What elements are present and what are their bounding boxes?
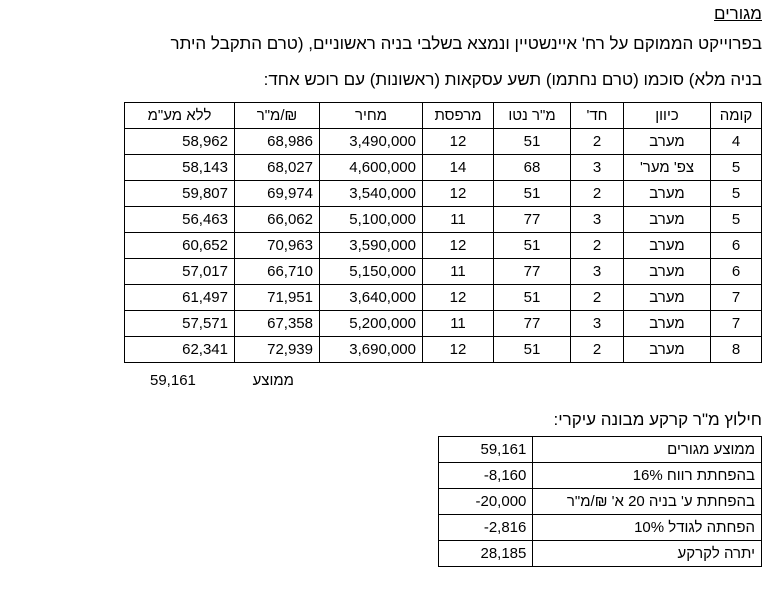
transactions-table-body [125, 129, 762, 363]
cell-balcony: 12 [423, 181, 494, 207]
cell-price-per-sqm: 70,963 [235, 233, 320, 259]
cell-price-per-sqm: 66,710 [235, 259, 320, 285]
cell-price: 3,490,000 [320, 129, 423, 155]
extraction-value: -2,816 [439, 515, 533, 541]
cell-rooms: 3 [571, 207, 624, 233]
header-balcony: מרפסת [423, 103, 494, 129]
cell-balcony: 11 [423, 259, 494, 285]
cell-balcony: 12 [423, 233, 494, 259]
cell-direction: מערב [624, 233, 711, 259]
cell-floor: 7 [711, 285, 762, 311]
cell-balcony: 12 [423, 337, 494, 363]
cell-floor: 4 [711, 129, 762, 155]
cell-price: 3,690,000 [320, 337, 423, 363]
cell-net-sqm: 68 [494, 155, 571, 181]
extraction-row [439, 463, 762, 489]
cell-price: 5,100,000 [320, 207, 423, 233]
extraction-label: בהפחתת ע' בניה 20 א' ₪/מ"ר [533, 489, 762, 515]
cell-rooms: 2 [571, 129, 624, 155]
header-net-sqm: מ"ר נטו [494, 103, 571, 129]
cell-price: 4,600,000 [320, 155, 423, 181]
cell-rooms: 3 [571, 259, 624, 285]
header-without-vat: ללא מע"מ [125, 103, 235, 129]
extraction-row [439, 489, 762, 515]
cell-price-per-sqm: 68,027 [235, 155, 320, 181]
extraction-table-body [439, 437, 762, 567]
extraction-value: -8,160 [439, 463, 533, 489]
cell-without-vat: 58,962 [125, 129, 235, 155]
cell-balcony: 11 [423, 207, 494, 233]
cell-price: 5,200,000 [320, 311, 423, 337]
extraction-row [439, 437, 762, 463]
table-row [125, 233, 762, 259]
cell-floor: 5 [711, 181, 762, 207]
table-header-row [125, 103, 762, 129]
cell-direction: מערב [624, 285, 711, 311]
header-floor: קומה [711, 103, 762, 129]
cell-without-vat: 61,497 [125, 285, 235, 311]
table-row [125, 129, 762, 155]
cell-without-vat: 60,652 [125, 233, 235, 259]
extraction-value: 28,185 [439, 541, 533, 567]
paragraph-line-1: בפרוייקט הממוקם על רח' איינשטיין ונמצא בשלבי בניה ראשוניים, (טרם התקבל היתר [170, 34, 762, 53]
average-value: 59,161 [150, 372, 196, 389]
cell-floor: 7 [711, 311, 762, 337]
cell-balcony: 12 [423, 129, 494, 155]
cell-without-vat: 57,571 [125, 311, 235, 337]
extraction-value: 59,161 [439, 437, 533, 463]
header-rooms: חד' [571, 103, 624, 129]
cell-net-sqm: 77 [494, 207, 571, 233]
cell-direction: צפ' מער' [624, 155, 711, 181]
cell-direction: מערב [624, 207, 711, 233]
cell-without-vat: 62,341 [125, 337, 235, 363]
cell-net-sqm: 51 [494, 337, 571, 363]
cell-price-per-sqm: 66,062 [235, 207, 320, 233]
cell-net-sqm: 77 [494, 311, 571, 337]
extraction-label: בהפחתת רווח 16% [533, 463, 762, 489]
cell-price: 3,540,000 [320, 181, 423, 207]
extraction-value: -20,000 [439, 489, 533, 515]
cell-net-sqm: 51 [494, 129, 571, 155]
cell-without-vat: 59,807 [125, 181, 235, 207]
cell-balcony: 12 [423, 285, 494, 311]
extraction-label: הפחתה לגודל 10% [533, 515, 762, 541]
cell-floor: 5 [711, 155, 762, 181]
extraction-label: ממוצע מגורים [533, 437, 762, 463]
cell-direction: מערב [624, 259, 711, 285]
cell-rooms: 2 [571, 285, 624, 311]
cell-price-per-sqm: 72,939 [235, 337, 320, 363]
header-direction: כיוון [624, 103, 711, 129]
cell-direction: מערב [624, 337, 711, 363]
header-price-per-sqm: ₪/מ"ר [235, 103, 320, 129]
extraction-row [439, 515, 762, 541]
cell-rooms: 3 [571, 155, 624, 181]
cell-direction: מערב [624, 129, 711, 155]
cell-net-sqm: 51 [494, 181, 571, 207]
cell-rooms: 2 [571, 181, 624, 207]
header-price: מחיר [320, 103, 423, 129]
cell-price: 3,590,000 [320, 233, 423, 259]
cell-price-per-sqm: 67,358 [235, 311, 320, 337]
cell-price-per-sqm: 71,951 [235, 285, 320, 311]
cell-floor: 6 [711, 233, 762, 259]
table-row [125, 181, 762, 207]
cell-price-per-sqm: 68,986 [235, 129, 320, 155]
cell-without-vat: 56,463 [125, 207, 235, 233]
table-row [125, 311, 762, 337]
cell-price: 3,640,000 [320, 285, 423, 311]
table-row [125, 207, 762, 233]
cell-balcony: 11 [423, 311, 494, 337]
table-row [125, 337, 762, 363]
cell-rooms: 3 [571, 311, 624, 337]
extraction-table [438, 436, 762, 567]
document-heading: מגורים [714, 4, 762, 23]
cell-floor: 8 [711, 337, 762, 363]
cell-rooms: 2 [571, 337, 624, 363]
cell-price-per-sqm: 69,974 [235, 181, 320, 207]
cell-floor: 5 [711, 207, 762, 233]
table-row [125, 155, 762, 181]
extraction-title: חילוץ מ"ר קרקע מבונה עיקרי: [553, 410, 762, 429]
average-label: ממוצע [252, 372, 294, 389]
cell-balcony: 14 [423, 155, 494, 181]
cell-net-sqm: 51 [494, 285, 571, 311]
transactions-table [124, 102, 762, 363]
table-row [125, 259, 762, 285]
cell-rooms: 2 [571, 233, 624, 259]
cell-direction: מערב [624, 311, 711, 337]
cell-net-sqm: 51 [494, 233, 571, 259]
extraction-row [439, 541, 762, 567]
cell-floor: 6 [711, 259, 762, 285]
cell-without-vat: 57,017 [125, 259, 235, 285]
cell-direction: מערב [624, 181, 711, 207]
cell-net-sqm: 77 [494, 259, 571, 285]
cell-price: 5,150,000 [320, 259, 423, 285]
table-row [125, 285, 762, 311]
extraction-label: יתרה לקרקע [533, 541, 762, 567]
cell-without-vat: 58,143 [125, 155, 235, 181]
paragraph-line-2: בניה מלא) סוכמו (טרם נחתמו) תשע עסקאות (ראשונות) עם רוכש אחד: [263, 70, 762, 89]
